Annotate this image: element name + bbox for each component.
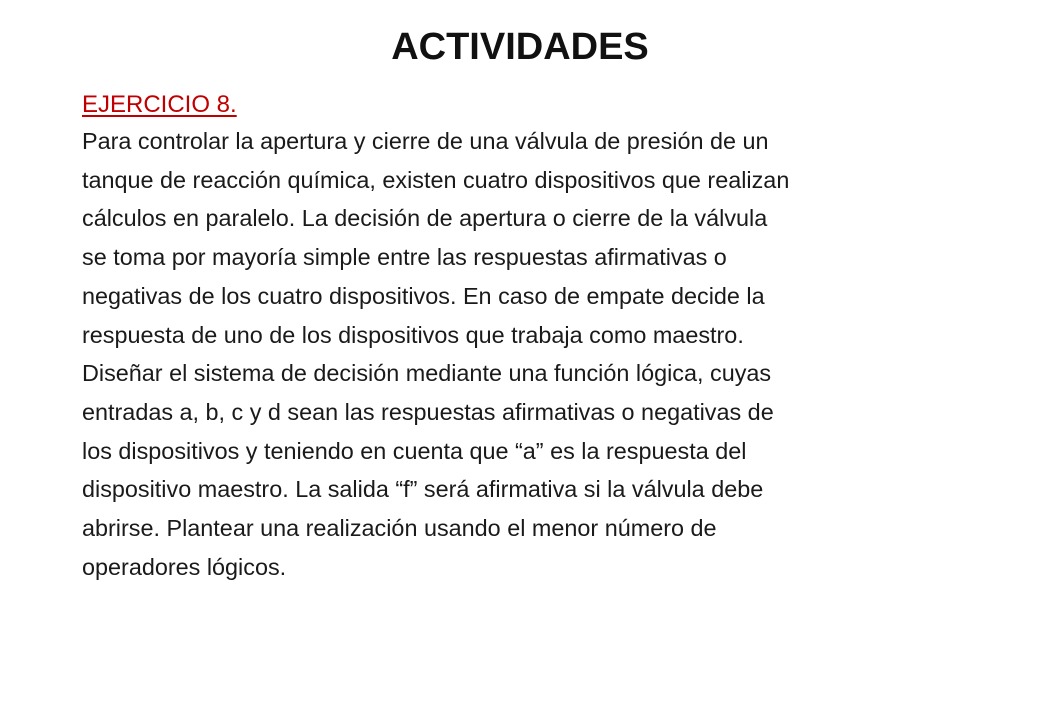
exercise-content [82,88,962,586]
body-line: dispositivo maestro. La salida “f” será afirmativa si la válvula debe [82,476,764,503]
exercise-body [82,122,962,586]
body-line: Diseñar el sistema de decisión mediante una función lógica, cuyas [82,360,772,387]
body-line: entradas a, b, c y d sean las respuestas afirmativas o negativas de [82,398,774,425]
slide-title: ACTIVIDADES [391,26,649,68]
body-line: abrirse. Plantear una realización usando el menor número de [82,515,717,542]
body-line: los dispositivos y teniendo en cuenta que “a” es la respuesta del [82,437,747,464]
body-line: cálculos en paralelo. La decisión de apertura o cierre de la válvula [82,205,768,232]
body-line: operadores lógicos. [82,553,287,580]
body-line: Para controlar la apertura y cierre de una válvula de presión de un [82,128,769,154]
exercise-heading: EJERCICIO 8. [82,91,237,118]
body-line: se toma por mayoría simple entre las respuestas afirmativas o [82,244,727,271]
body-line: tanque de reacción química, existen cuatro dispositivos que realizan [82,166,790,193]
body-line: negativas de los cuatro dispositivos. En caso de empate decide la [82,282,765,309]
body-line: respuesta de uno de los dispositivos que trabaja como maestro. [82,321,744,348]
